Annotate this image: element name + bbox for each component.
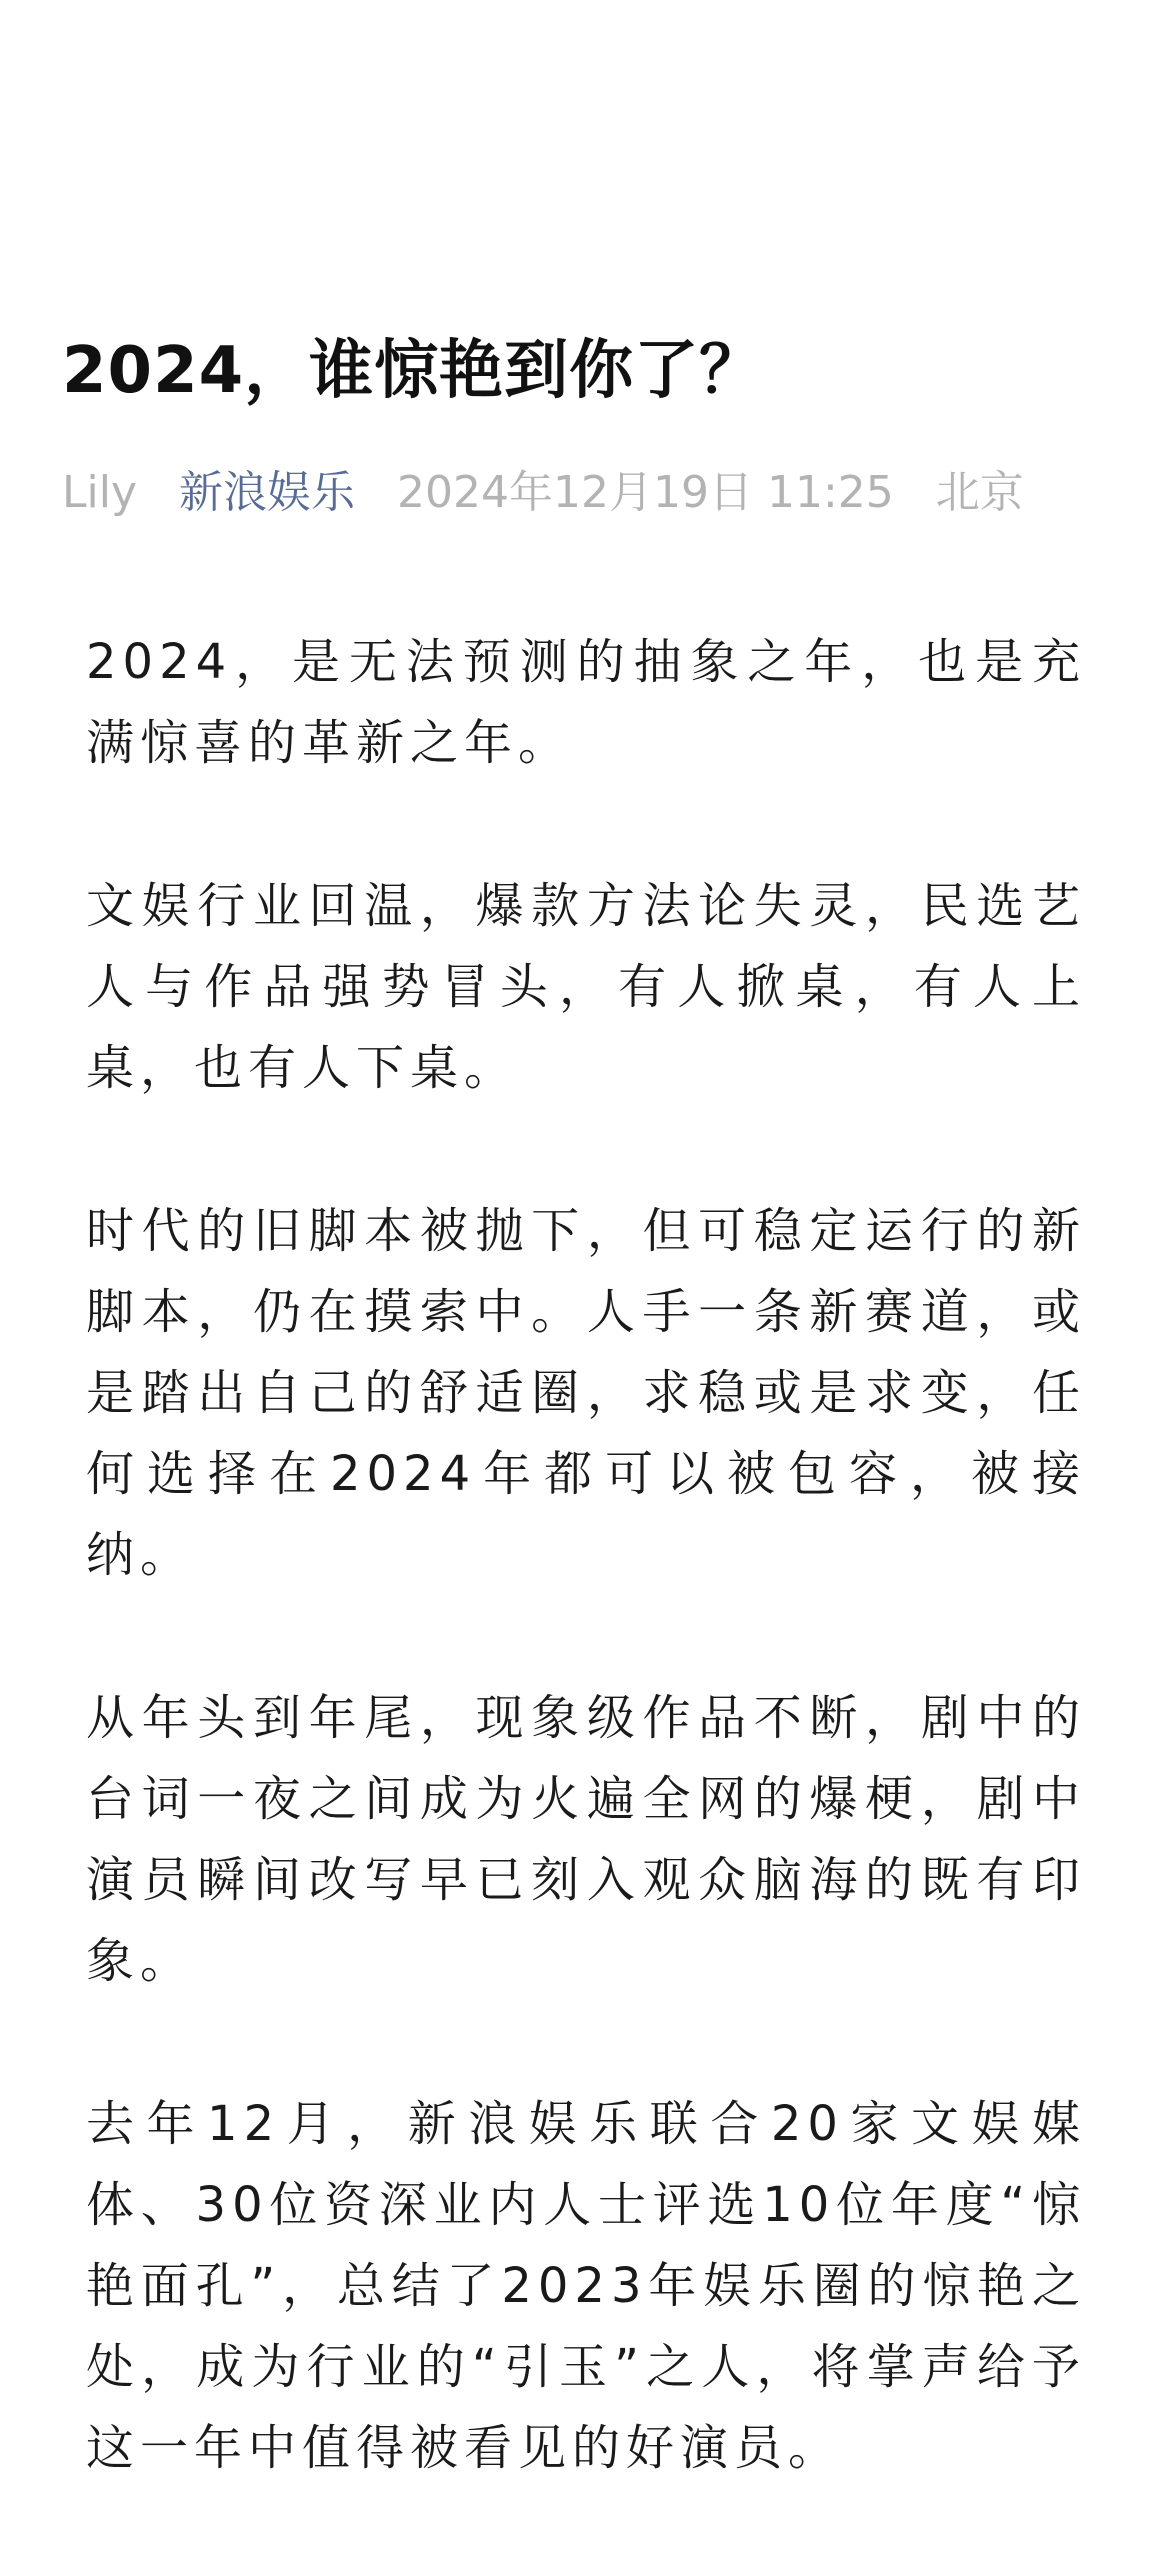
- article-meta: [62, 458, 1052, 528]
- publish-location: 北京: [935, 467, 1024, 518]
- article-title: 2024，谁惊艳到你了？: [62, 334, 765, 408]
- publish-datetime: 2024年12月19日 11:25: [397, 467, 894, 518]
- article-paragraph: 去年12月，新浪娱乐联合20家文娱媒体、30位资深业内人士评选10位年度“惊艳面孔”，总结了2023年娱乐圈的惊艳之处，成为行业的“引玉”之人，将掌声给予这一年中值得被看见的好演员。: [86, 2096, 1086, 2476]
- article-body: [86, 622, 1086, 2571]
- account-name-link[interactable]: 新浪娱乐: [179, 467, 356, 518]
- article-paragraph: 文娱行业回温，爆款方法论失灵，民选艺人与作品强势冒头，有人掀桌，有人上桌，也有人下桌。: [86, 878, 1086, 1096]
- article-paragraph: 从年头到年尾，现象级作品不断，剧中的台词一夜之间成为火遍全网的爆梗，剧中演员瞬间改写早已刻入观众脑海的既有印象。: [86, 1690, 1086, 1989]
- article-paragraph: 时代的旧脚本被抛下，但可稳定运行的新脚本，仍在摸索中。人手一条新赛道，或是踏出自己的舒适圈，求稳或是求变，任何选择在2024年都可以被包容，被接纳。: [86, 1203, 1086, 1583]
- author-name: Lily: [62, 467, 138, 518]
- article-paragraph: 2024，是无法预测的抽象之年，也是充满惊喜的革新之年。: [86, 634, 1086, 771]
